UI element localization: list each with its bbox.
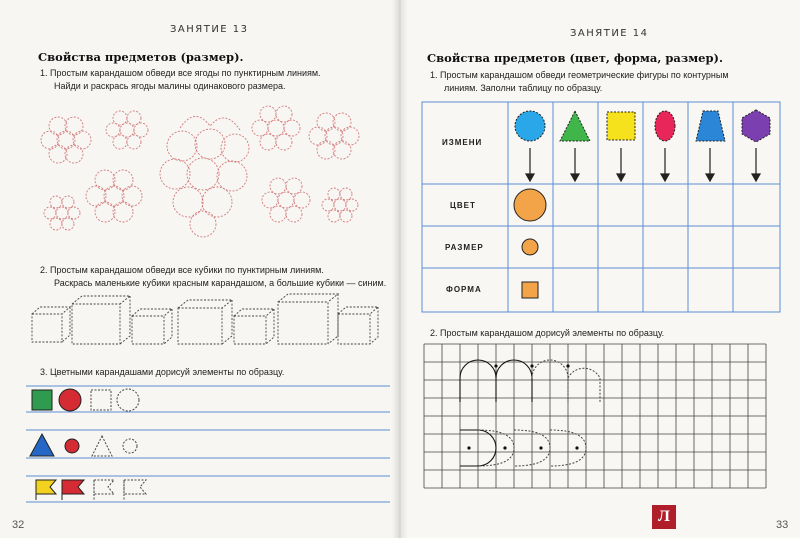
arch-dotted <box>532 360 600 402</box>
cubes-illustration <box>0 292 398 352</box>
arch-dots <box>494 364 569 367</box>
pink-oval-shape <box>655 111 675 141</box>
cube-big-1 <box>72 296 130 344</box>
left-section-title: Свойства предметов (размер). <box>38 50 244 64</box>
dotted-small-circle <box>123 439 137 453</box>
raspberry-1 <box>41 117 91 163</box>
blue-circle-shape <box>515 111 545 141</box>
red-circle-sample <box>59 389 81 411</box>
cube-big-2 <box>278 294 338 344</box>
red-flag-sample <box>62 480 84 500</box>
raspberry-big <box>160 116 249 237</box>
lesson-14-title: ЗАНЯТИЕ 14 <box>570 28 649 39</box>
orange-small-circle <box>522 239 538 255</box>
right-section-title: Свойства предметов (цвет, форма, размер). <box>427 51 723 65</box>
left-task-1-line-2: Найди и раскрась ягоды малины одинакового размера. <box>54 81 286 91</box>
cube-small-2 <box>132 309 172 344</box>
cube-medium <box>178 300 232 344</box>
right-page-number: 33 <box>776 519 789 531</box>
cube-small-4 <box>338 307 378 344</box>
right-task-1-line-2: линиям. Заполни таблицу по образцу. <box>444 83 603 93</box>
row-label-shape: ФОРМА <box>446 285 482 294</box>
lesson-13-title: ЗАНЯТИЕ 13 <box>170 24 249 35</box>
left-task-3-line-1: 3. Цветными карандашами дорисуй элементы по образцу. <box>40 367 285 377</box>
raspberry-6 <box>86 170 142 222</box>
dotted-flag-1 <box>94 480 114 500</box>
left-task-2-line-1: 2. Простым карандашом обведи все кубики по пунктирным линиям. <box>40 265 324 275</box>
raspberry-2 <box>106 111 148 149</box>
left-page-number: 32 <box>12 519 25 531</box>
raspberry-5 <box>309 113 359 159</box>
orange-big-circle <box>514 189 546 221</box>
raspberry-8 <box>262 178 310 222</box>
dotted-flag-2 <box>124 480 146 500</box>
dotted-circle <box>117 389 139 411</box>
blue-trapezoid-shape <box>696 111 725 141</box>
yellow-square-shape <box>607 112 635 140</box>
lens-dots <box>467 446 578 449</box>
raspberry-9 <box>322 188 358 222</box>
dotted-square <box>91 390 111 410</box>
right-task-2-line-1: 2. Простым карандашом дорисуй элементы по образцу. <box>430 328 665 338</box>
purple-hexagon-shape <box>742 110 770 142</box>
cube-small-3 <box>234 309 274 344</box>
right-task-1-line-1: 1. Простым карандашом обведи геометрические фигуры по контурным <box>430 70 729 80</box>
pattern-rows <box>0 378 398 508</box>
yellow-flag-sample <box>36 480 56 500</box>
raspberry-7 <box>44 196 80 230</box>
row-label-change: ИЗМЕНИ <box>442 138 483 147</box>
red-small-circle-sample <box>65 439 79 453</box>
raspberry-4 <box>252 106 300 150</box>
orange-square <box>522 282 538 298</box>
grid-exercise <box>424 344 784 494</box>
left-task-1-line-1: 1. Простым карандашом обведи все ягоды по пунктирным линиям. <box>40 68 321 78</box>
raspberries-illustration <box>0 96 398 266</box>
green-square-sample <box>32 390 52 410</box>
blue-triangle-sample <box>30 434 54 456</box>
cube-small-1 <box>32 307 70 342</box>
dotted-triangle <box>92 436 112 456</box>
row-label-size: РАЗМЕР <box>445 243 484 252</box>
row-label-color: ЦВЕТ <box>450 201 476 210</box>
publisher-logo: Л <box>652 505 676 529</box>
left-task-2-line-2: Раскрась маленькие кубики красным карандашом, а большие кубики — синим. <box>54 278 387 288</box>
green-triangle-shape <box>560 111 590 141</box>
